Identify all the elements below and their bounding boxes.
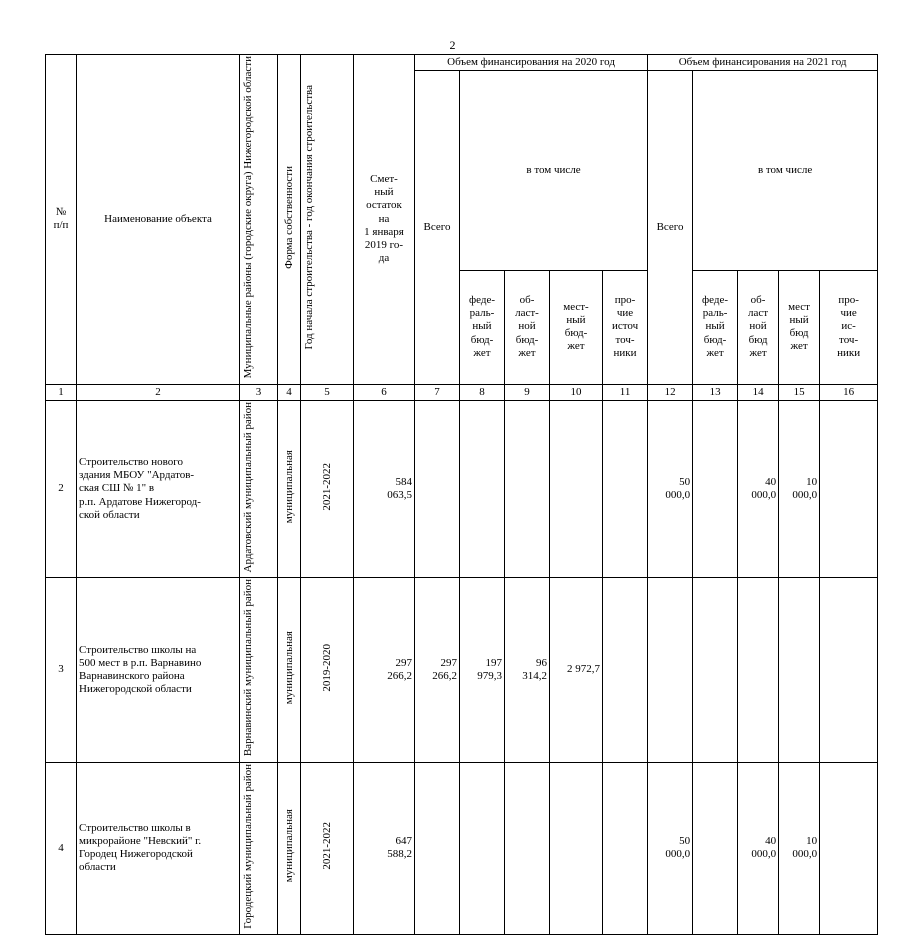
ownership: муниципальная <box>278 400 301 578</box>
construction-years: 2021-2022 <box>301 400 354 578</box>
regional-2020 <box>505 762 550 934</box>
column-number: 14 <box>738 384 779 400</box>
column-number: 16 <box>820 384 878 400</box>
other-2020 <box>603 578 648 762</box>
header-other-2020: про- чие источ точ- ники <box>603 270 648 384</box>
total-2021 <box>648 578 693 762</box>
header-including-2020: в том числе <box>460 71 648 270</box>
other-2021 <box>820 762 878 934</box>
ownership: муниципальная <box>278 578 301 762</box>
local-2021: 10 000,0 <box>779 400 820 578</box>
column-number: 6 <box>354 384 415 400</box>
object-name: Строительство нового здания МБОУ "Ардатов- ская СШ № 1" в р.п. Ардатове Нижегород- ской области <box>77 400 240 578</box>
financing-table <box>45 54 878 935</box>
header-construction-years: Год начала строительства - год окончания строительства <box>301 55 354 385</box>
local-2020 <box>550 762 603 934</box>
estimated-remainder: 584 063,5 <box>354 400 415 578</box>
page-number: 2 <box>449 38 456 52</box>
total-2020 <box>415 400 460 578</box>
header-other-2021: про- чие ис- точ- ники <box>820 270 878 384</box>
other-2021 <box>820 578 878 762</box>
column-number: 1 <box>46 384 77 400</box>
column-number: 12 <box>648 384 693 400</box>
header-estimated-remainder: Смет- ный остаток на 1 января 2019 го- да <box>354 55 415 385</box>
local-2020 <box>550 400 603 578</box>
header-object-name: Наименование объекта <box>77 55 240 385</box>
table-row <box>46 400 878 578</box>
other-2020 <box>603 762 648 934</box>
regional-2021: 40 000,0 <box>738 400 779 578</box>
header-federal-2021: феде- раль- ный бюд- жет <box>693 270 738 384</box>
construction-years: 2021-2022 <box>301 762 354 934</box>
table-row <box>46 578 878 762</box>
regional-2021: 40 000,0 <box>738 762 779 934</box>
header-ownership: Форма собственности <box>278 55 301 385</box>
federal-2020: 197 979,3 <box>460 578 505 762</box>
total-2021: 50 000,0 <box>648 762 693 934</box>
column-number-row <box>46 384 878 400</box>
column-number: 10 <box>550 384 603 400</box>
header-including-2021: в том числе <box>693 71 878 270</box>
header-financing-2020: Объем финансирования на 2020 год <box>415 55 648 71</box>
column-number: 7 <box>415 384 460 400</box>
federal-2021 <box>693 400 738 578</box>
column-number: 9 <box>505 384 550 400</box>
construction-years: 2019-2020 <box>301 578 354 762</box>
estimated-remainder: 647 588,2 <box>354 762 415 934</box>
total-2020 <box>415 762 460 934</box>
ownership: муниципальная <box>278 762 301 934</box>
local-2021: 10 000,0 <box>779 762 820 934</box>
column-number: 8 <box>460 384 505 400</box>
other-2020 <box>603 400 648 578</box>
row-number: 2 <box>46 400 77 578</box>
object-name: Строительство школы на 500 мест в р.п. Варнавино Варнавинского района Нижегородской области <box>77 578 240 762</box>
header-federal-2020: феде- раль- ный бюд- жет <box>460 270 505 384</box>
row-number: 3 <box>46 578 77 762</box>
other-2021 <box>820 400 878 578</box>
header-local-2021: мест ный бюд жет <box>779 270 820 384</box>
column-number: 11 <box>603 384 648 400</box>
local-2020: 2 972,7 <box>550 578 603 762</box>
header-regional-2020: об- ласт- ной бюд- жет <box>505 270 550 384</box>
column-number: 5 <box>301 384 354 400</box>
local-2021 <box>779 578 820 762</box>
regional-2020: 96 314,2 <box>505 578 550 762</box>
federal-2020 <box>460 400 505 578</box>
column-number: 2 <box>77 384 240 400</box>
column-number: 15 <box>779 384 820 400</box>
header-districts: Муниципальные районы (городские округа) Нижегородской области <box>240 55 278 385</box>
district: Ардатовский муниципальный район <box>240 400 278 578</box>
header-row-number: № п/п <box>46 55 77 385</box>
federal-2021 <box>693 578 738 762</box>
regional-2020 <box>505 400 550 578</box>
header-total-2020: Всего <box>415 71 460 384</box>
total-2020: 297 266,2 <box>415 578 460 762</box>
federal-2020 <box>460 762 505 934</box>
federal-2021 <box>693 762 738 934</box>
district: Варнавинский муниципальный район <box>240 578 278 762</box>
total-2021: 50 000,0 <box>648 400 693 578</box>
district: Городецкий муниципальный район <box>240 762 278 934</box>
regional-2021 <box>738 578 779 762</box>
row-number: 4 <box>46 762 77 934</box>
column-number: 3 <box>240 384 278 400</box>
header-local-2020: мест- ный бюд- жет <box>550 270 603 384</box>
header-regional-2021: об- ласт ной бюд жет <box>738 270 779 384</box>
column-number: 4 <box>278 384 301 400</box>
object-name: Строительство школы в микрорайоне "Невский" г. Городец Нижегородской области <box>77 762 240 934</box>
header-financing-2021: Объем финансирования на 2021 год <box>648 55 878 71</box>
column-number: 13 <box>693 384 738 400</box>
estimated-remainder: 297 266,2 <box>354 578 415 762</box>
table-row <box>46 762 878 934</box>
header-total-2021: Всего <box>648 71 693 384</box>
